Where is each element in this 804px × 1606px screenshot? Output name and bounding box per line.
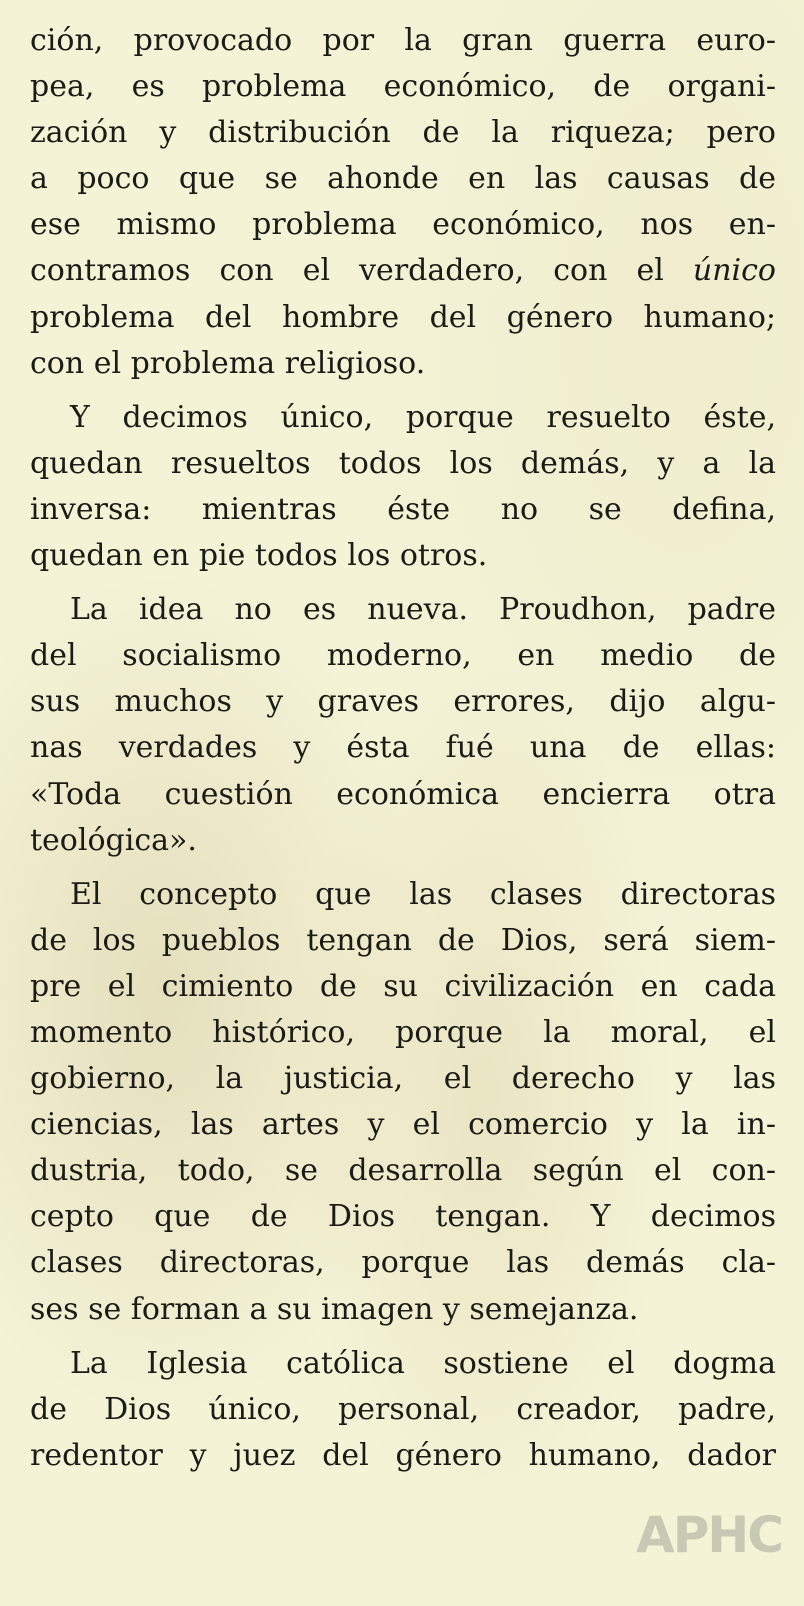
text-line: ses se forman a su imagen y semejanza. bbox=[30, 1291, 639, 1327]
text-line: ciencias, las artes y el comercio y la in- bbox=[30, 1107, 776, 1143]
paragraph-gap bbox=[30, 579, 776, 587]
text-line: pea, es problema económico, de organi- bbox=[30, 69, 776, 105]
text-line: sus muchos y graves errores, dijo algu- bbox=[30, 684, 776, 720]
text-line: teológica». bbox=[30, 822, 197, 858]
body-text bbox=[30, 18, 776, 1479]
text-line: pre el cimiento de su civilización en cada bbox=[30, 968, 776, 1004]
text-line: de Dios único, personal, creador, padre, bbox=[30, 1391, 776, 1427]
watermark: APHC bbox=[636, 1506, 782, 1564]
paragraph bbox=[30, 872, 776, 1333]
text-line: inversa: mientras éste no se defina, bbox=[30, 491, 776, 527]
text-line: quedan resueltos todos los demás, y a la bbox=[30, 445, 776, 481]
text-line: dustria, todo, se desarrolla según el con- bbox=[30, 1153, 776, 1189]
text-line: Y decimos único, porque resuelto éste, bbox=[70, 399, 776, 435]
text-line: «Toda cuestión económica encierra otra bbox=[30, 776, 776, 812]
text-line: nas verdades y ésta fué una de ellas: bbox=[30, 730, 776, 766]
text-line: a poco que se ahonde en las causas de bbox=[30, 161, 776, 197]
text-line: gobierno, la justicia, el derecho y las bbox=[30, 1061, 776, 1097]
text-line: clases directoras, porque las demás cla- bbox=[30, 1245, 776, 1281]
paragraph bbox=[30, 1341, 776, 1479]
text-line: ción, provocado por la gran guerra euro- bbox=[30, 23, 776, 58]
text-line: quedan en pie todos los otros. bbox=[30, 538, 488, 574]
text-line: de los pueblos tengan de Dios, será siem- bbox=[30, 922, 776, 958]
text-line: La Iglesia católica sostiene el dogma bbox=[70, 1345, 776, 1381]
text-line: del socialismo moderno, en medio de bbox=[30, 638, 776, 674]
paragraph-gap bbox=[30, 864, 776, 872]
paragraph bbox=[30, 587, 776, 864]
text-line: zación y distribución de la riqueza; pero bbox=[30, 115, 776, 151]
text-line: con el problema religioso. bbox=[30, 345, 426, 381]
text-line: ese mismo problema económico, nos en- bbox=[30, 207, 776, 243]
text-line: problema del hombre del género humano; bbox=[30, 299, 776, 335]
emphasis: único bbox=[692, 253, 776, 289]
text-line: contramos con el verdadero, con el único bbox=[30, 253, 776, 289]
text-line: momento histórico, porque la moral, el bbox=[30, 1014, 776, 1050]
text-line: El concepto que las clases directoras bbox=[70, 876, 776, 912]
paragraph bbox=[30, 395, 776, 579]
paragraph-gap bbox=[30, 387, 776, 395]
paragraph bbox=[30, 18, 776, 387]
text-line: La idea no es nueva. Proudhon, padre bbox=[70, 592, 776, 628]
text-line: redentor y juez del género humano, dador bbox=[30, 1437, 776, 1473]
text-line: cepto que de Dios tengan. Y decimos bbox=[30, 1199, 776, 1235]
paragraph-gap bbox=[30, 1333, 776, 1341]
